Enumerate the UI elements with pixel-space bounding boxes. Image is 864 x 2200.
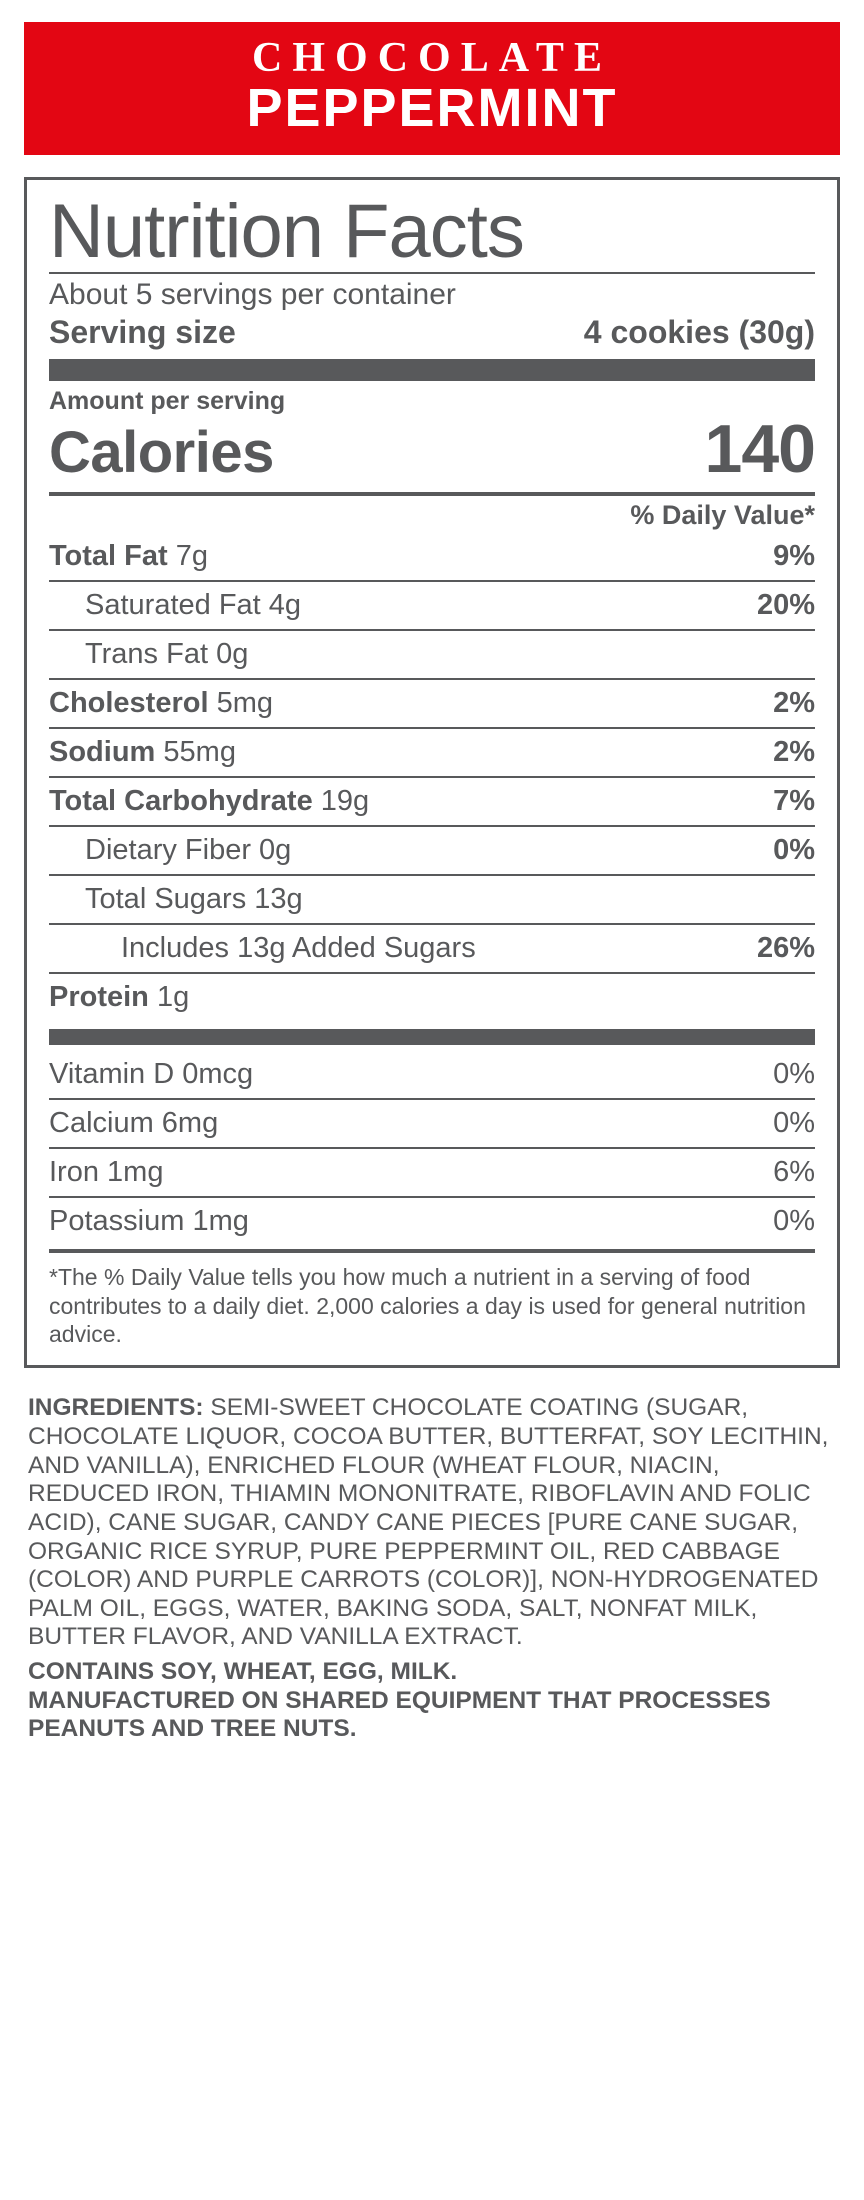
nutrient-label: Includes 13g Added Sugars — [121, 931, 476, 964]
nutrient-daily-value: 26% — [756, 931, 815, 964]
serving-size-label: Serving size — [49, 313, 236, 350]
daily-value-footnote: *The % Daily Value tells you how much a nutrient in a serving of food contributes to a daily diet. 2,000 calories a day is used for general nutrition advice. — [49, 1249, 815, 1349]
nutrient-label: Protein 1g — [49, 980, 190, 1013]
nutrient-label: Total Carbohydrate 19g — [49, 784, 370, 817]
micronutrient-label: Calcium 6mg — [49, 1106, 219, 1139]
thick-divider — [49, 1029, 815, 1045]
nutrient-daily-value: 2% — [773, 735, 815, 768]
nutrient-daily-value: 7% — [773, 784, 815, 817]
nutrient-row — [49, 580, 815, 629]
nutrient-daily-value: 0% — [773, 833, 815, 866]
nutrient-label: Cholesterol 5mg — [49, 686, 274, 719]
calories-label: Calories — [49, 419, 274, 485]
calories-row — [49, 410, 815, 488]
nutrient-row — [49, 776, 815, 825]
nutrient-daily-value: 9% — [773, 539, 815, 572]
micronutrient-daily-value: 0% — [773, 1106, 815, 1139]
servings-per-container: About 5 servings per container — [49, 277, 456, 311]
micronutrient-row — [49, 1098, 815, 1147]
nutrient-row — [49, 972, 815, 1021]
micronutrient-rows — [49, 1051, 815, 1245]
banner-line-2: PEPPERMINT — [246, 78, 618, 139]
serving-size-value: 4 cookies (30g) — [583, 313, 815, 350]
divider — [49, 492, 815, 496]
nutrient-row — [49, 533, 815, 580]
nutrient-label: Total Sugars 13g — [85, 882, 303, 915]
micronutrient-row — [49, 1051, 815, 1098]
nutrient-rows — [49, 533, 815, 1021]
nutrient-label: Sodium 55mg — [49, 735, 236, 768]
calories-value: 140 — [704, 410, 815, 487]
shared-equipment-notice: MANUFACTURED ON SHARED EQUIPMENT THAT PROCESSES PEANUTS AND TREE NUTS. — [28, 1686, 771, 1743]
micronutrient-daily-value: 6% — [773, 1155, 815, 1188]
amount-per-serving-label: Amount per serving — [49, 386, 286, 415]
nutrient-row — [49, 629, 815, 678]
thick-divider — [49, 359, 815, 381]
ingredients-body: SEMI-SWEET CHOCOLATE COATING (SUGAR, CHOCOLATE LIQUOR, COCOA BUTTER, BUTTERFAT, SOY LECITHIN, AND VANILLA), ENRICHED FLOUR (WHEAT FLOUR, NIACIN, REDUCED IRON, THIAMIN MONONITRATE, RIBOFLAVIN AND FOLIC ACID), CANE SUGAR, CANDY CANE PIECES [PURE CANE SUGAR, ORGANIC RICE SYRUP, PURE PEPPERMINT OIL, RED CABBAGE (COLOR) AND PURPLE CARROTS (COLOR)], NON-HYDROGENATED PALM OIL, EGGS, WATER, BAKING SODA, SALT, NONFAT MILK, BUTTER FLAVOR, AND VANILLA EXTRACT. — [28, 1394, 829, 1651]
micronutrient-label: Iron 1mg — [49, 1155, 164, 1188]
nutrient-label: Trans Fat 0g — [85, 637, 249, 670]
serving-size-row — [49, 314, 815, 351]
product-flavor-banner — [24, 22, 840, 155]
nutrient-label: Total Fat 7g — [49, 539, 209, 572]
nutrient-row — [49, 923, 815, 972]
nutrient-row — [49, 825, 815, 874]
micronutrient-row — [49, 1147, 815, 1196]
nutrition-facts-panel — [24, 177, 840, 1368]
nutrient-row — [49, 678, 815, 727]
page-title: Nutrition Facts — [49, 188, 524, 274]
nutrient-daily-value: 20% — [756, 588, 815, 621]
daily-value-header: % Daily Value* — [630, 499, 815, 530]
banner-line-1: CHOCOLATE — [252, 35, 612, 81]
contains-allergens: CONTAINS SOY, WHEAT, EGG, MILK. — [28, 1658, 458, 1686]
micronutrient-daily-value: 0% — [773, 1057, 815, 1090]
ingredients-heading: INGREDIENTS: — [28, 1394, 204, 1422]
micronutrient-label: Potassium 1mg — [49, 1204, 249, 1237]
nutrient-daily-value: 2% — [773, 686, 815, 719]
nutrient-row — [49, 727, 815, 776]
nutrient-label: Dietary Fiber 0g — [85, 833, 292, 866]
ingredients-text — [28, 1394, 836, 1652]
ingredients-section — [28, 1394, 836, 1744]
nutrient-label: Saturated Fat 4g — [85, 588, 302, 621]
nutrient-row — [49, 874, 815, 923]
micronutrient-row — [49, 1196, 815, 1245]
micronutrient-label: Vitamin D 0mcg — [49, 1057, 254, 1090]
micronutrient-daily-value: 0% — [773, 1204, 815, 1237]
